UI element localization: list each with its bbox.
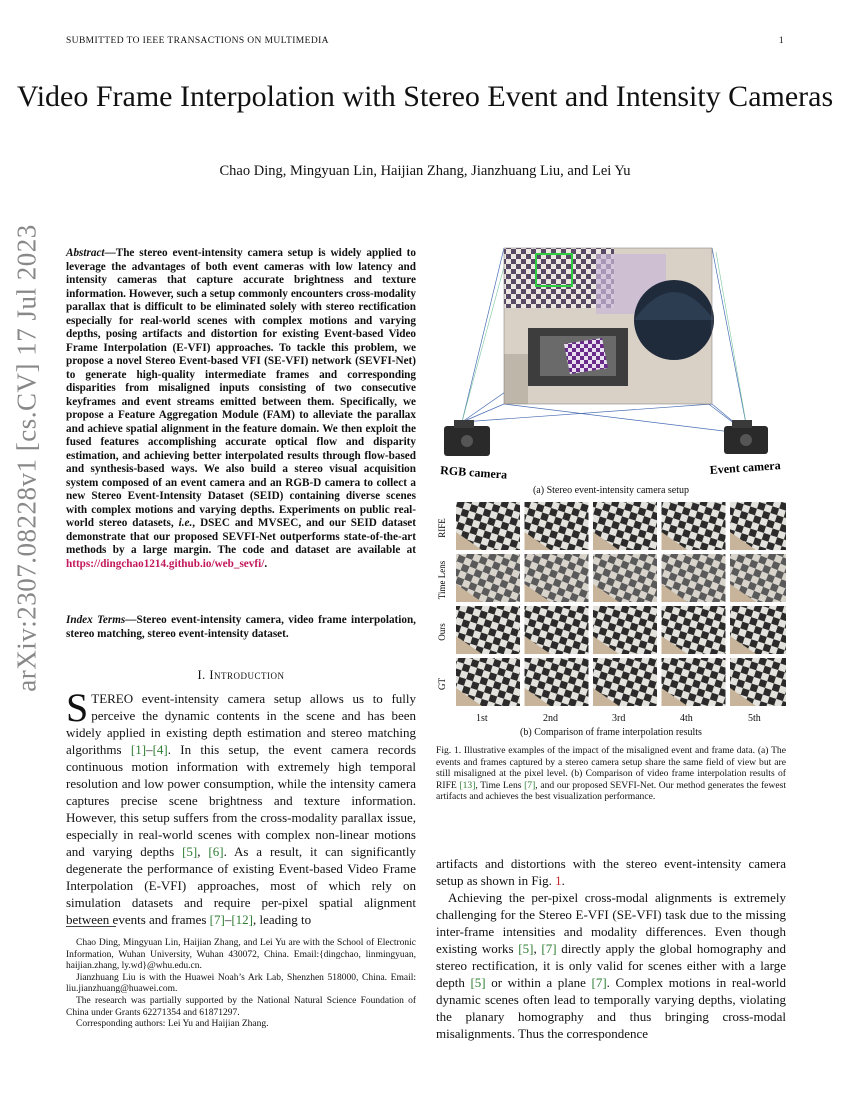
paragraph	[436, 889, 786, 1042]
citation[interactable]: [6]	[208, 844, 224, 859]
rgb-camera-label: RGB camera	[439, 463, 508, 482]
abstract-label: Abstract	[66, 247, 105, 259]
citation[interactable]: [7]	[209, 912, 225, 927]
para2-comma: ,	[533, 941, 542, 956]
para2-text-1: Achieving the per-pixel cross-modal alignments is extremely challenging for the Stereo E-VFI (SE-VFI) task due to the missing inter-frame intensities and modality differences. Even though existing works	[436, 890, 786, 956]
section-number: I.	[197, 668, 206, 682]
caption-text-3: , and our proposed SEVFI-Net. Our method generates the fewest artifacts and achieves the best visualization performance.	[436, 779, 786, 803]
footnote-corresponding: Corresponding authors: Lei Yu and Haijian Zhang.	[76, 1019, 269, 1030]
index-terms-text: —Stereo event-intensity camera, video frame interpolation, stereo matching, stereo event-intensity dataset.	[66, 614, 416, 640]
footnote-huawei: Jianzhuang Liu is with the Huawei Noah’s Ark Lab, Shenzhen 518000, China. Email: liu.jianzhuang@huawei.com.	[66, 972, 416, 995]
abstract-text: —The stereo event-intensity camera setup is widely applied to leverage the advantages of both event cameras with low latency and intensity cameras that capture accurate brightness and texture information. However, such a setup commonly encounters cross-modality parallax that is difficult to be eliminated solely with stereo rectification especially for real-world scenes with complex motions and varying depths, posing artifacts and distortion for existing Event-based Video Frame Interpolation (E-VFI) approaches. To tackle this problem, we propose a novel Stereo Event-based VFI (SE-VFI) network (SEVFI-Net) to generate high-quality intermediate frames and corresponding disparities from misaligned inputs consisting of two consecutive keyframes and event streams emitted between them. Specifically, we propose a Feature Aggregation Module (FAM) to alleviate the parallax and achieve spatial alignment in the feature domain. We then exploit the fused features accomplishing accurate optical flow and disparity estimation, and achieving better interpolated results through flow-based and synthesis-based ways. We also build a stereo visual acquisition system composed of an event camera and an RGB-D camera to collect a new Stereo Event-Intensity Dataset (SEID) containing diverse scenes with complex motions and varying depths. Experiments on public real-world stereo datasets,	[66, 247, 416, 529]
rgb-camera-icon	[444, 420, 490, 456]
citation[interactable]: [12]	[231, 912, 254, 927]
index-terms-label: Index Terms	[66, 614, 126, 626]
stereo-camera-figure	[436, 244, 786, 484]
citation[interactable]: [5]	[518, 941, 534, 956]
column-label: 4th	[680, 713, 693, 724]
column-label: 3rd	[612, 713, 626, 724]
caption-b: (b) Comparison of frame interpolation results	[520, 727, 702, 738]
citation[interactable]: [7]	[541, 941, 557, 956]
intro-paragraph	[66, 685, 417, 928]
comparison-grid	[436, 500, 786, 710]
index-terms	[66, 614, 416, 641]
caption-text-1: Illustrative examples of the impact of the misaligned event and frame data. (a) The events and frames captured by a stereo camera setup share the same field of view but are still misaligned at the pixel level. (b) Comparison of video frame interpolation results of RIFE	[436, 745, 786, 791]
paper-title: Video Frame Interpolation with Stereo Event and Intensity Cameras	[16, 80, 834, 113]
column-label: 2nd	[543, 713, 558, 724]
paragraph	[436, 855, 786, 889]
footnote-rule	[66, 926, 116, 927]
row-label: Ours	[437, 623, 447, 641]
page-number: 1	[778, 36, 784, 46]
para1-end: .	[561, 873, 565, 888]
citation[interactable]: [5]	[182, 844, 198, 859]
caption-text-2: , Time Lens	[475, 779, 525, 791]
intro-text-4: , leading to	[253, 912, 312, 927]
abstract-end: .	[264, 557, 268, 570]
section-title: Introduction	[209, 668, 285, 682]
citation[interactable]: [13]	[459, 779, 476, 791]
figure-label: Fig. 1.	[436, 745, 462, 756]
intro-text-1: TEREO event-intensity camera setup allows us to fully perceive the dynamic contents in the scene and has been widely applied in existing depth estimation and stereo matching algorithms	[66, 691, 416, 757]
abstract	[66, 247, 416, 571]
footnote-funding: The research was partially supported by the National Natural Science Foundation of China under Grants 62271354 and 61871297.	[66, 995, 416, 1018]
arxiv-stamp	[6, 224, 48, 692]
intro-text-2: . In this setup, the event camera records continuous motion information with extremely high temporal resolution and low power consumption, while the intensity camera captures precise scene brightness and texture information. However, this setup suffers from the cross-modality parallax issue, especially in real-world scenes with complex non-linear motions and varying depths	[66, 742, 416, 859]
project-link[interactable]: https://dingchao1214.github.io/web_sevfi/	[66, 557, 265, 570]
intro-dash-2: –	[224, 912, 232, 927]
scene-photo	[504, 248, 714, 404]
running-header: SUBMITTED TO IEEE TRANSACTIONS ON MULTIMEDIA	[66, 36, 329, 46]
column-label: 5th	[748, 713, 761, 724]
para2-text-4: . Complex motions in real-world dynamic scenes often lead to temporally varying depths, violating the planary homography and thus bringing cross-modal misalignments. Thus the correspondence	[436, 975, 787, 1041]
abstract-text-2: , DSEC and MVSEC, and our SEID dataset demonstrate that our proposed SEVFI-Net outperforms state-of-the-art methods by a large margin. The code and dataset are available at	[66, 517, 416, 556]
author-list: Chao Ding, Mingyuan Lin, Haijian Zhang, Jianzhuang Liu, and Lei Yu	[219, 163, 631, 179]
column-label: 1st	[476, 713, 488, 724]
row-label: GT	[437, 678, 447, 690]
citation[interactable]: [5]	[470, 975, 486, 990]
dropcap: S	[66, 685, 89, 730]
citation[interactable]: [7]	[591, 975, 607, 990]
para1-text: artifacts and distortions with the stereo event-intensity camera setup as shown in Fig.	[436, 856, 786, 888]
intro-text-3: . As a result, it can significantly degenerate the performance of existing Event-based Video Frame Interpolation (E-VFI) approaches, most of which rely on simulation datasets and require per-pixel spatial alignment between events and frames	[66, 844, 417, 927]
result-tiles	[456, 502, 786, 706]
event-camera-label: Event camera	[709, 458, 782, 477]
figure-caption	[436, 745, 786, 803]
section-heading	[66, 668, 416, 683]
abstract-ie: i.e.	[178, 517, 193, 529]
citation[interactable]: [4]	[152, 742, 168, 757]
row-label: RIFE	[437, 518, 447, 538]
para2-text-2: directly apply the global homography and stereo rectification, it is only valid for scenes either with a large depth	[436, 941, 786, 990]
footnotes	[66, 938, 416, 1031]
event-camera-icon	[724, 420, 768, 454]
figure-reference[interactable]: 1	[555, 873, 562, 888]
row-labels	[437, 518, 447, 690]
intro-comma: ,	[197, 844, 209, 859]
para2-text-3: or within a plane	[485, 975, 592, 990]
citation[interactable]: [1]	[130, 742, 147, 757]
arxiv-stamp-text: arXiv:2307.08228v1 [cs.CV] 17 Jul 2023	[11, 224, 42, 692]
right-column-text	[436, 855, 786, 1042]
footnote-affiliation: Chao Ding, Mingyuan Lin, Haijian Zhang, and Lei Yu are with the School of Electronic Information, Wuhan University, Wuhan 430072, China. Email:{dingchao, linmingyuan, haijian.zhang, ly.wd}@whu.edu.cn.	[66, 938, 416, 972]
column-labels	[456, 713, 786, 727]
intro-dash: –	[146, 742, 153, 757]
citation[interactable]: [7]	[524, 779, 536, 791]
row-label: Time Lens	[437, 560, 447, 600]
caption-a: (a) Stereo event-intensity camera setup	[532, 485, 690, 496]
